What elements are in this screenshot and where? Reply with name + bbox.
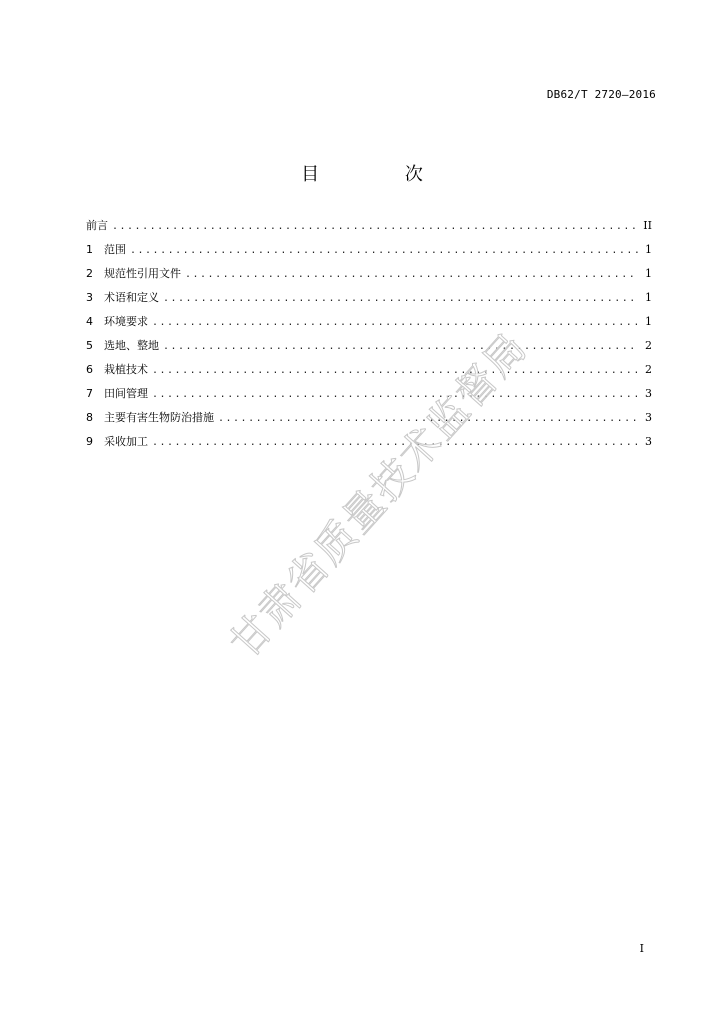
toc-leader-dots: [152, 317, 638, 328]
toc-entry-text: 环境要求: [104, 315, 148, 328]
toc-entry-number: 3: [86, 291, 93, 304]
toc-leader-dots: [152, 365, 638, 376]
toc-entry-page: 3: [645, 435, 652, 448]
toc-entry-6[interactable]: [86, 361, 652, 385]
toc-title: 目 次: [301, 164, 463, 185]
toc-entry-number: 5: [86, 339, 93, 352]
toc-entry-page: 3: [645, 387, 652, 400]
toc-leader-dots: [152, 437, 638, 448]
toc-entry-number: 7: [86, 387, 93, 400]
page-number: I: [639, 942, 644, 955]
toc-leader-dots: [152, 389, 638, 400]
toc-entry-foreword[interactable]: [86, 217, 652, 241]
table-of-contents: [86, 217, 652, 457]
toc-entry-page: 2: [645, 339, 652, 352]
toc-entry-text: 田间管理: [104, 387, 148, 400]
toc-entry-page: 1: [645, 291, 652, 304]
toc-leader-dots: [130, 245, 638, 256]
toc-entry-number: 8: [86, 411, 93, 424]
toc-entry-text: 范围: [104, 243, 126, 256]
toc-entry-number: 2: [86, 267, 93, 280]
toc-entry-text: 主要有害生物防治措施: [104, 411, 214, 424]
toc-entry-page: 2: [645, 363, 652, 376]
toc-entry-page: 1: [645, 243, 652, 256]
standard-code: DB62/T 2720—2016: [546, 88, 656, 101]
toc-leader-dots: [218, 413, 638, 424]
toc-leader-dots: [163, 293, 638, 304]
toc-entry-number: 1: [86, 243, 93, 256]
toc-entry-2[interactable]: [86, 265, 652, 289]
toc-entry-page: 1: [645, 267, 652, 280]
toc-entry-7[interactable]: [86, 385, 652, 409]
toc-entry-1[interactable]: [86, 241, 652, 265]
toc-entry-4[interactable]: [86, 313, 652, 337]
toc-entry-number: 6: [86, 363, 93, 376]
toc-entry-text: 术语和定义: [104, 291, 159, 304]
toc-entry-8[interactable]: [86, 409, 652, 433]
toc-entry-9[interactable]: [86, 433, 652, 457]
toc-entry-page: 1: [645, 315, 652, 328]
toc-entry-5[interactable]: [86, 337, 652, 361]
toc-entry-number: 4: [86, 315, 93, 328]
toc-entry-text: 栽植技术: [104, 363, 148, 376]
toc-entry-page: 3: [645, 411, 652, 424]
toc-leader-dots: [185, 269, 638, 280]
toc-leader-dots: [163, 341, 638, 352]
toc-entry-text: 采收加工: [104, 435, 148, 448]
toc-entry-3[interactable]: [86, 289, 652, 313]
toc-entry-page: II: [643, 219, 652, 232]
toc-entry-text: 规范性引用文件: [104, 267, 181, 280]
toc-entry-text: 前言: [86, 219, 108, 232]
toc-entry-text: 选地、整地: [104, 339, 159, 352]
toc-entry-number: 9: [86, 435, 93, 448]
toc-leader-dots: [112, 221, 638, 232]
watermark: 甘肃省质量技术监督局: [221, 323, 537, 667]
